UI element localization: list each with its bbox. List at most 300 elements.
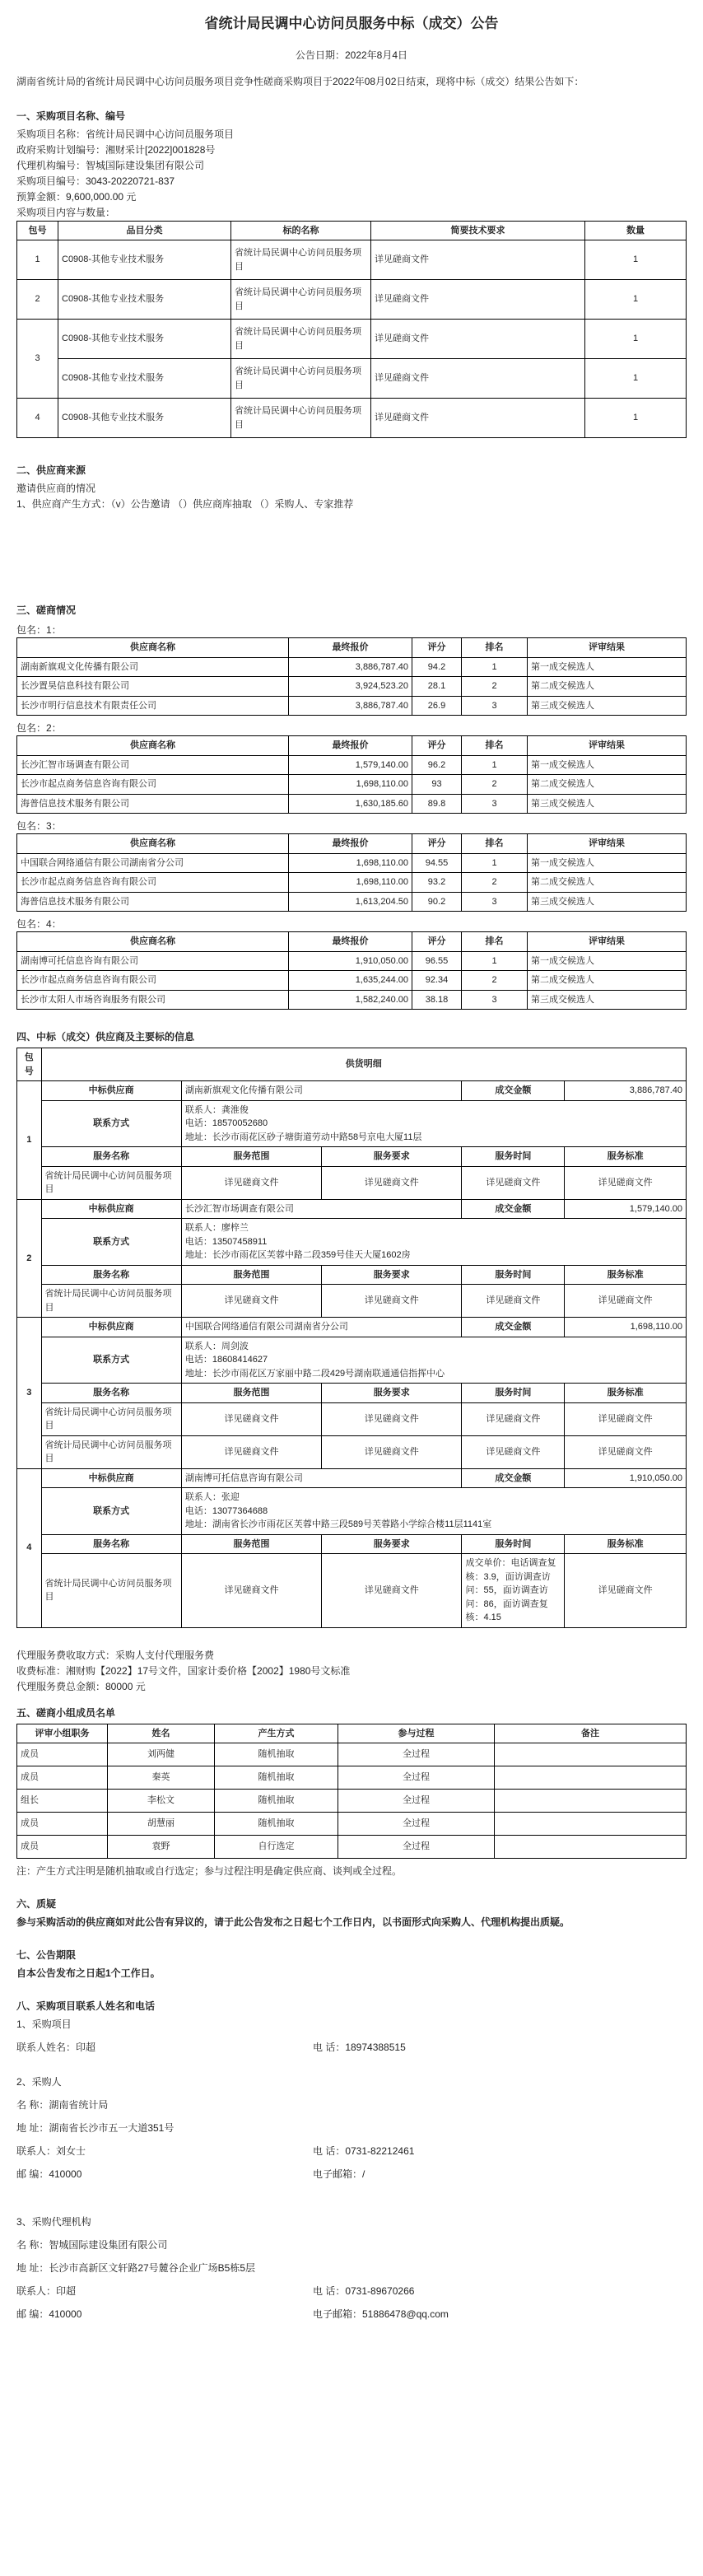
rank: 1 (462, 755, 528, 775)
package-number: 4 (17, 399, 58, 438)
service-header-row (17, 1384, 687, 1403)
result: 第二成交候选人 (528, 677, 687, 697)
table-header: 品目分类 (58, 221, 231, 240)
service-row (17, 1285, 687, 1318)
table-header: 服务时间 (462, 1147, 565, 1167)
table-header: 排名 (462, 638, 528, 658)
table-header: 服务要求 (322, 1534, 462, 1554)
final-price: 3,886,787.40 (289, 696, 412, 716)
winner-supplier-row (17, 1199, 687, 1219)
final-price: 1,635,244.00 (289, 971, 412, 991)
agency-fee-total: 代理服务费总金额：80000 元 (16, 1680, 146, 1692)
table-header: 评审结果 (528, 834, 687, 854)
rank: 3 (462, 892, 528, 912)
supplier-name: 海普信息技术服务有限公司 (17, 794, 289, 814)
category: C0908-其他专业技术服务 (58, 359, 231, 399)
requirements: 详见磋商文件 (371, 359, 585, 399)
quantity: 1 (585, 320, 687, 359)
table-header: 服务要求 (322, 1147, 462, 1167)
winner-contact-row (17, 1219, 687, 1266)
score: 96.55 (412, 951, 462, 971)
table-header: 备注 (495, 1724, 687, 1743)
service-requirement: 详见磋商文件 (322, 1435, 462, 1468)
rank: 1 (462, 951, 528, 971)
label: 中标供应商 (41, 1468, 181, 1488)
quantity: 1 (585, 359, 687, 399)
contact-details (181, 1100, 686, 1147)
table-header: 服务要求 (322, 1265, 462, 1285)
selection-method: 自行选定 (215, 1836, 338, 1859)
role: 组长 (17, 1790, 108, 1813)
table-header: 简要技术要求 (371, 221, 585, 240)
service-header-row (17, 1147, 687, 1167)
section-winners (16, 1029, 687, 1694)
contact-address: 地址：湖南省长沙市雨花区芙蓉中路三段589号芙蓉路小学综合楼11层1141室 (184, 1519, 492, 1529)
result: 第三成交候选人 (528, 892, 687, 912)
contact-details (181, 1219, 686, 1266)
section-heading: 三、磋商情况 (16, 604, 77, 616)
selection-method: 随机抽取 (215, 1790, 338, 1813)
score: 28.1 (412, 677, 462, 697)
agency-email: 电子邮箱：51886478@qq.com (313, 2308, 449, 2320)
table-header: 评审结果 (528, 638, 687, 658)
objection-text: 参与采购活动的供应商如对此公告有异议的，请于此公告发布之日起七个工作日内，以书面形式向采购人、代理机构提出质疑。 (16, 1916, 570, 1928)
result: 第一成交候选人 (528, 853, 687, 873)
contact-person: 联系人：廖梓兰 (184, 1223, 249, 1233)
table-header: 数量 (585, 221, 687, 240)
score: 93.2 (412, 873, 462, 893)
participation: 全过程 (338, 1790, 495, 1813)
service-scope: 详见磋商文件 (181, 1285, 321, 1318)
remark (495, 1766, 687, 1790)
final-price: 1,910,050.00 (289, 951, 412, 971)
quantity: 1 (585, 240, 687, 280)
package-number: 3 (17, 1318, 42, 1469)
table-row (17, 320, 687, 359)
label: 中标供应商 (41, 1199, 181, 1219)
contact-details (181, 1488, 686, 1535)
winner-name: 中国联合网络通信有限公司湖南省分公司 (181, 1318, 462, 1337)
supplier-name: 湖南博可托信息咨询有限公司 (17, 951, 289, 971)
winner-amount: 1,579,140.00 (565, 1199, 687, 1219)
table-header: 评审结果 (528, 932, 687, 952)
table-header: 服务标准 (565, 1384, 687, 1403)
negotiation-table-3 (16, 833, 687, 912)
table-header: 供应商名称 (17, 932, 289, 952)
table-header: 姓名 (108, 1724, 215, 1743)
result: 第二成交候选人 (528, 971, 687, 991)
label: 成交金额 (462, 1081, 565, 1101)
category: C0908-其他专业技术服务 (58, 240, 231, 280)
quantity: 1 (585, 399, 687, 438)
project-content-table (16, 221, 687, 439)
result: 第一成交候选人 (528, 755, 687, 775)
score: 90.2 (412, 892, 462, 912)
supplier-name: 湖南新旗观文化传播有限公司 (17, 657, 289, 677)
role: 成员 (17, 1743, 108, 1766)
purchaser-phone: 电 话：0731-82212461 (313, 2145, 415, 2157)
label: 联系方式 (41, 1219, 181, 1266)
contact-address: 地址：长沙市雨花区芙蓉中路二段359号佳天大厦1602房 (184, 1250, 411, 1260)
service-time: 详见磋商文件 (462, 1285, 565, 1318)
table-header: 评分 (412, 736, 462, 756)
final-price: 1,630,185.60 (289, 794, 412, 814)
label: 联系方式 (41, 1337, 181, 1384)
agency-address: 地 址：长沙市高新区文轩路27号麓谷企业广场B5栋5层 (16, 2262, 256, 2274)
table-header: 包号 (17, 221, 58, 240)
package-label: 包名：4： (16, 918, 62, 930)
table-row (17, 359, 687, 399)
winner-amount: 3,886,787.40 (565, 1081, 687, 1101)
purchaser-name: 名 称：湖南省统计局 (16, 2099, 109, 2111)
member-name: 胡慧丽 (108, 1813, 215, 1836)
package-number: 1 (17, 1081, 42, 1200)
service-name: 省统计局民调中心访问员服务项目 (41, 1554, 181, 1628)
requirements: 详见磋商文件 (371, 320, 585, 359)
table-row (17, 990, 687, 1010)
panel-table (16, 1724, 687, 1860)
label: 中标供应商 (41, 1318, 181, 1337)
table-row (17, 971, 687, 991)
supplier-name: 长沙市起点商务信息咨询有限公司 (17, 775, 289, 795)
table-header: 供货明细 (41, 1048, 686, 1081)
package-number: 2 (17, 280, 58, 320)
service-requirement: 详见磋商文件 (322, 1285, 462, 1318)
service-standard: 详见磋商文件 (565, 1166, 687, 1199)
item-name: 省统计局民调中心访问员服务项目 (231, 240, 371, 280)
project-name: 采购项目名称：省统计局民调中心访问员服务项目 (16, 128, 235, 140)
project-phone: 电 话：18974388515 (313, 2042, 406, 2053)
section-heading: 六、质疑 (16, 1898, 57, 1910)
section-heading: 七、公告期限 (16, 1949, 77, 1961)
winner-contact-row (17, 1100, 687, 1147)
service-name: 省统计局民调中心访问员服务项目 (41, 1166, 181, 1199)
budget-amount: 预算金额：9,600,000.00 元 (16, 190, 137, 203)
participation: 全过程 (338, 1766, 495, 1790)
table-row (17, 755, 687, 775)
final-price: 1,613,204.50 (289, 892, 412, 912)
category: C0908-其他专业技术服务 (58, 399, 231, 438)
table-row (17, 775, 687, 795)
table-header: 服务时间 (462, 1534, 565, 1554)
winner-supplier-row (17, 1468, 687, 1488)
purchaser-email: 电子邮箱：/ (313, 2168, 365, 2180)
service-row (17, 1554, 687, 1628)
package-number: 4 (17, 1468, 42, 1627)
remark (495, 1743, 687, 1766)
table-row (17, 873, 687, 893)
final-price: 1,582,240.00 (289, 990, 412, 1010)
table-header: 评分 (412, 834, 462, 854)
table-header: 服务名称 (41, 1384, 181, 1403)
section-supplier-source (16, 463, 687, 511)
subheading: 3、采购代理机构 (16, 2216, 91, 2228)
score: 26.9 (412, 696, 462, 716)
service-requirement: 详见磋商文件 (322, 1166, 462, 1199)
selection-method: 随机抽取 (215, 1813, 338, 1836)
item-name: 省统计局民调中心访问员服务项目 (231, 280, 371, 320)
table-header: 服务名称 (41, 1147, 181, 1167)
agency-number: 代理机构编号：智城国际建设集团有限公司 (16, 159, 205, 171)
table-row (17, 1766, 687, 1790)
winner-name: 湖南新旗观文化传播有限公司 (181, 1081, 462, 1101)
label: 联系方式 (41, 1100, 181, 1147)
final-price: 1,698,110.00 (289, 853, 412, 873)
service-time: 成交单价：电话调查复核：3.9，面访调查访问：55，面访调查访问：86，面访调查复核：4.15 (462, 1554, 565, 1628)
label: 中标供应商 (41, 1081, 181, 1101)
table-header: 产生方式 (215, 1724, 338, 1743)
score: 89.8 (412, 794, 462, 814)
contact-person: 联系人：龚淮俊 (184, 1104, 249, 1115)
participation: 全过程 (338, 1743, 495, 1766)
winner-contact-row (17, 1488, 687, 1535)
final-price: 3,924,523.20 (289, 677, 412, 697)
score: 93 (412, 775, 462, 795)
winner-amount: 1,698,110.00 (565, 1318, 687, 1337)
winner-amount: 1,910,050.00 (565, 1468, 687, 1488)
service-name: 省统计局民调中心访问员服务项目 (41, 1435, 181, 1468)
table-header: 服务时间 (462, 1384, 565, 1403)
table-header: 最终报价 (289, 638, 412, 658)
agency-name: 名 称：智城国际建设集团有限公司 (16, 2239, 168, 2251)
service-requirement: 详见磋商文件 (322, 1554, 462, 1628)
table-header: 排名 (462, 736, 528, 756)
winner-contact-row (17, 1337, 687, 1384)
requirements: 详见磋商文件 (371, 399, 585, 438)
role: 成员 (17, 1813, 108, 1836)
remark (495, 1836, 687, 1859)
remark (495, 1813, 687, 1836)
supplier-method: 1、供应商产生方式：（v）公告邀请 （）供应商库抽取 （）采购人、专家推荐 (16, 498, 354, 510)
page-title: 省统计局民调中心访问员服务中标（成交）公告 (204, 16, 499, 31)
supplier-name: 长沙市起点商务信息咨询有限公司 (17, 971, 289, 991)
service-standard: 详见磋商文件 (565, 1285, 687, 1318)
contact-person: 联系人：周剑波 (184, 1341, 249, 1351)
contact-phone: 电话：13077364688 (184, 1505, 268, 1516)
agency-fee-method: 代理服务费收取方式：采购人支付代理服务费 (16, 1649, 215, 1661)
participation: 全过程 (338, 1836, 495, 1859)
purchaser-contact: 联系人：刘女士 (16, 2145, 86, 2157)
result: 第三成交候选人 (528, 990, 687, 1010)
table-header: 供应商名称 (17, 638, 289, 658)
rank: 1 (462, 657, 528, 677)
package-number: 1 (17, 240, 58, 280)
rank: 2 (462, 971, 528, 991)
table-row (17, 399, 687, 438)
agency-fee-standard: 收费标准：湘财购【2022】17号文件，国家计委价格【2002】1980号文标准 (16, 1664, 351, 1677)
service-standard: 详见磋商文件 (565, 1435, 687, 1468)
subheading: 1、采购项目 (16, 2018, 72, 2030)
supplier-name: 海普信息技术服务有限公司 (17, 892, 289, 912)
table-row (17, 696, 687, 716)
item-name: 省统计局民调中心访问员服务项目 (231, 399, 371, 438)
participation: 全过程 (338, 1813, 495, 1836)
contact-row (16, 2167, 687, 2182)
negotiation-table-1 (16, 637, 687, 716)
table-header: 标的名称 (231, 221, 371, 240)
section-negotiation (16, 603, 687, 1010)
table-header: 服务范围 (181, 1534, 321, 1554)
table-header: 服务范围 (181, 1384, 321, 1403)
publish-date: 公告日期：2022年8月4日 (295, 49, 408, 61)
service-scope: 详见磋商文件 (181, 1166, 321, 1199)
service-requirement: 详见磋商文件 (322, 1402, 462, 1435)
service-time: 详见磋商文件 (462, 1402, 565, 1435)
table-row (17, 280, 687, 320)
contact-row (16, 2284, 687, 2298)
table-header: 最终报价 (289, 736, 412, 756)
service-time: 详见磋商文件 (462, 1435, 565, 1468)
service-header-row (17, 1265, 687, 1285)
service-scope: 详见磋商文件 (181, 1554, 321, 1628)
selection-method: 随机抽取 (215, 1743, 338, 1766)
role: 成员 (17, 1836, 108, 1859)
table-header: 服务要求 (322, 1384, 462, 1403)
section-objection (16, 1897, 687, 1930)
table-header: 服务标准 (565, 1147, 687, 1167)
table-row (17, 951, 687, 971)
section-contacts (16, 1999, 687, 2322)
intro-paragraph: 湖南省统计局的省统计局民调中心访问员服务项目竞争性磋商采购项目于2022年08月02日结束，现将中标（成交）结果公告如下： (16, 75, 584, 87)
result: 第二成交候选人 (528, 873, 687, 893)
table-header: 最终报价 (289, 834, 412, 854)
package-label: 包名：3： (16, 820, 62, 832)
purchaser-address: 地 址：湖南省长沙市五一大道351号 (16, 2122, 175, 2134)
purchaser-zip: 邮 编：410000 (16, 2168, 82, 2180)
label: 联系方式 (41, 1488, 181, 1535)
table-header: 服务名称 (41, 1534, 181, 1554)
service-row (17, 1402, 687, 1435)
contact-row (16, 2307, 687, 2322)
section-panel (16, 1706, 687, 1879)
service-name: 省统计局民调中心访问员服务项目 (41, 1285, 181, 1318)
table-header: 评审小组职务 (17, 1724, 108, 1743)
label: 成交金额 (462, 1199, 565, 1219)
table-row (17, 794, 687, 814)
role: 成员 (17, 1766, 108, 1790)
contact-person: 联系人：张迎 (184, 1492, 240, 1502)
table-header: 评分 (412, 932, 462, 952)
section-period (16, 1948, 687, 1981)
table-header: 排名 (462, 834, 528, 854)
member-name: 袁野 (108, 1836, 215, 1859)
table-header: 服务时间 (462, 1265, 565, 1285)
rank: 2 (462, 873, 528, 893)
winner-supplier-row (17, 1318, 687, 1337)
requirements: 详见磋商文件 (371, 280, 585, 320)
service-row (17, 1435, 687, 1468)
project-number: 采购项目编号：3043-20220721-837 (16, 175, 175, 187)
subheading: 2、采购人 (16, 2076, 62, 2088)
service-standard: 详见磋商文件 (565, 1554, 687, 1628)
final-price: 1,698,110.00 (289, 775, 412, 795)
result: 第三成交候选人 (528, 696, 687, 716)
rank: 3 (462, 696, 528, 716)
service-standard: 详见磋商文件 (565, 1402, 687, 1435)
contact-details (181, 1337, 686, 1384)
table-row (17, 892, 687, 912)
agency-zip: 邮 编：410000 (16, 2308, 82, 2320)
supplier-name: 长沙市明行信息技术有限责任公司 (17, 696, 289, 716)
score: 92.34 (412, 971, 462, 991)
table-header: 服务范围 (181, 1147, 321, 1167)
section-heading: 八、采购项目联系人姓名和电话 (16, 2000, 156, 2012)
final-price: 1,698,110.00 (289, 873, 412, 893)
service-name: 省统计局民调中心访问员服务项目 (41, 1402, 181, 1435)
score: 96.2 (412, 755, 462, 775)
contact-phone: 电话：18570052680 (184, 1118, 268, 1128)
category: C0908-其他专业技术服务 (58, 320, 231, 359)
final-price: 1,579,140.00 (289, 755, 412, 775)
contact-phone: 电话：13507458911 (184, 1236, 268, 1247)
section-heading: 二、供应商来源 (16, 464, 86, 476)
package-number: 2 (17, 1199, 42, 1318)
table-row (17, 240, 687, 280)
winners-header-row (17, 1048, 687, 1081)
service-row (17, 1166, 687, 1199)
contact-address: 地址：长沙市雨花区万家丽中路二段429号湖南联通通信指挥中心 (184, 1368, 445, 1379)
negotiation-table-4 (16, 931, 687, 1010)
contact-phone: 电话：18608414627 (184, 1355, 268, 1365)
table-row (17, 1813, 687, 1836)
content-label: 采购项目内容与数量： (16, 206, 116, 218)
invite-subheading: 邀请供应商的情况 (16, 483, 96, 494)
table-header: 参与过程 (338, 1724, 495, 1743)
rank: 3 (462, 794, 528, 814)
rank: 3 (462, 990, 528, 1010)
service-scope: 详见磋商文件 (181, 1435, 321, 1468)
table-header: 评分 (412, 638, 462, 658)
item-name: 省统计局民调中心访问员服务项目 (231, 359, 371, 399)
result: 第三成交候选人 (528, 794, 687, 814)
member-name: 秦英 (108, 1766, 215, 1790)
agency-contact: 联系人：印超 (16, 2285, 77, 2297)
table-header: 供应商名称 (17, 834, 289, 854)
table-header: 服务名称 (41, 1265, 181, 1285)
supplier-name: 长沙市起点商务信息咨询有限公司 (17, 873, 289, 893)
category: C0908-其他专业技术服务 (58, 280, 231, 320)
winner-supplier-row (17, 1081, 687, 1101)
rank: 2 (462, 775, 528, 795)
table-header: 服务标准 (565, 1265, 687, 1285)
period-text: 自本公告发布之日起1个工作日。 (16, 1967, 161, 1979)
winner-name: 长沙汇智市场调查有限公司 (181, 1199, 462, 1219)
package-number: 3 (17, 320, 58, 399)
project-contact: 联系人姓名：印超 (16, 2042, 96, 2053)
quantity: 1 (585, 280, 687, 320)
service-time: 详见磋商文件 (462, 1166, 565, 1199)
member-name: 李松文 (108, 1790, 215, 1813)
rank: 1 (462, 853, 528, 873)
table-row (17, 677, 687, 697)
section-heading: 五、磋商小组成员名单 (16, 1706, 116, 1719)
table-header: 服务范围 (181, 1265, 321, 1285)
winners-table (16, 1048, 687, 1628)
result: 第一成交候选人 (528, 951, 687, 971)
member-name: 刘两健 (108, 1743, 215, 1766)
table-row (17, 1790, 687, 1813)
remark (495, 1790, 687, 1813)
result: 第一成交候选人 (528, 657, 687, 677)
item-name: 省统计局民调中心访问员服务项目 (231, 320, 371, 359)
negotiation-table-2 (16, 735, 687, 814)
supplier-name: 中国联合网络通信有限公司湖南省分公司 (17, 853, 289, 873)
table-header: 服务标准 (565, 1534, 687, 1554)
service-scope: 详见磋商文件 (181, 1402, 321, 1435)
table-header: 包号 (17, 1048, 42, 1081)
score: 94.2 (412, 657, 462, 677)
winner-name: 湖南博可托信息咨询有限公司 (181, 1468, 462, 1488)
